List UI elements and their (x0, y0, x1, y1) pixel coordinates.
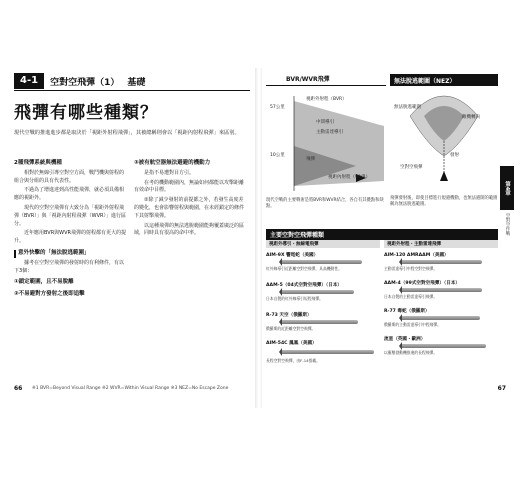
chapter-tab: 第4章 (500, 166, 514, 210)
paragraph: 在考的機動範圍內，無論如何都能以攻擊距離有效命中目標。 (134, 179, 245, 194)
missile-name: R-73 天空（俄羅斯） (266, 313, 312, 318)
range-label: 57公里 (270, 105, 285, 110)
header-rule (14, 90, 250, 91)
missile-name: AIM-9X 響尾蛇（美國） (266, 253, 319, 258)
chapter-header (14, 73, 250, 89)
bvr-caption: 現代空戰的主要戰術是將BVR和WVR結合，各自有其優點和缺點。 (266, 198, 384, 209)
missile-name: R-77 毒蛇（俄羅斯） (384, 309, 430, 314)
missile-name: AIM-120 AMRAAM（美國） (384, 253, 449, 258)
right-page (262, 68, 514, 408)
missile-figure (402, 260, 482, 264)
missile-figure (282, 290, 354, 294)
point-item: ②不易避對方發射之後即追擊 (14, 291, 85, 298)
missile-figure (402, 316, 480, 320)
aam-label: 空對空飛彈 (400, 165, 423, 170)
missile-name: 流星（英國・歐洲） (384, 337, 426, 342)
missile-desc: 日本自製的主動雷達導引飛彈。 (384, 294, 438, 299)
bvr-wvr-diagram (266, 74, 386, 194)
range-label: 10公里 (270, 153, 285, 158)
missile-desc: 俄羅斯的近距離空對空飛彈。 (266, 326, 316, 331)
missile-name: AIM-54C 鳳凰（美國） (266, 341, 317, 346)
missile-name: AAM-5（04式空對空飛彈）（日本） (266, 283, 343, 288)
missile-desc: 主動雷達導引中程空對空飛彈。 (384, 266, 438, 271)
bvr-title: BVR/WVR飛彈 (266, 74, 386, 86)
missile-column-header: 視距外導引・無線電飛彈 (266, 240, 380, 248)
headline: 飛彈有哪些種類？ (14, 103, 158, 123)
midcourse-label: 中間導引 (316, 120, 334, 125)
section-heading: 2種飛彈系統與機種 (14, 160, 62, 166)
paragraph: 以這種飛彈的無法逃脫範圍能夠覆蓋廣泛的區域，同時具有很高的命中率。 (134, 222, 245, 237)
missile-figure (282, 320, 358, 324)
missile-label: 飛彈 (306, 157, 315, 162)
nez-label: 無法脫逃範圍 (394, 105, 421, 110)
chapter-tab-subtitle: 空對空作戰 (505, 213, 510, 236)
active-radar-label: 主動雷達導引 (316, 130, 343, 135)
chapter-subtitle: 基礎 (127, 77, 146, 88)
nez-diagram-svg (390, 86, 498, 196)
missile-column-header: 視距外射程・主動雷達飛彈 (384, 240, 498, 248)
nez-caption: 飛彈發射後，即使目標進行規避機動，也無法避開的範圍稱為無法脫逃範圍。 (390, 196, 498, 207)
lead-paragraph: 現代空戰的推進進步都是取決於「視距外射程飛彈」，其被總稱則會以「視距內射程飛彈」來區別。 (14, 130, 240, 136)
turn-label: 敵機轉向 (462, 115, 480, 120)
missile-desc: 紅外線導引近距離空對空飛彈，具高機動性。 (266, 266, 342, 271)
missile-desc: 長程空對空飛彈，由F-14搭載。 (266, 358, 320, 363)
missile-figure (402, 344, 486, 348)
missile-figure (282, 350, 374, 354)
bvr-label: 視距外射程（BVR） (306, 97, 347, 102)
missile-desc: 以衝壓發動機推進的長程飛彈。 (384, 350, 438, 355)
missile-desc: 俄羅斯的主動雷達導引中程飛彈。 (384, 322, 441, 327)
text-column-2 (134, 156, 248, 240)
paragraph: 是指不易遭對目方引。 (144, 169, 195, 176)
nez-title: 無法脫逃範圍（NEZ） (390, 74, 498, 86)
missile-figure (282, 260, 362, 264)
paragraph: 不過為了增進達到高性能飛彈，就必須具備相應的視距外。 (14, 187, 125, 202)
page-number-left: 66 (14, 385, 23, 392)
text-column-1 (14, 156, 128, 301)
paragraph: 據考在空對空飛彈的發射時的有利條件，有以下3個： (14, 259, 125, 274)
launch-label: 發射 (450, 153, 459, 158)
chapter-number: 4-1 (14, 73, 44, 89)
footnote: ※1 BVR=Beyond Visual Range ※2 WVR=Within Visual Range ※3 NEZ=No Escape Zone (32, 386, 229, 391)
paragraph: 相對於無線引導空對空方面，戰鬥機與射程的組合與分組的具有代表性。 (14, 169, 125, 184)
point-item: ①鎖定範圍，且不易脫離 (14, 279, 74, 286)
section-heading: ③被有航空器無法避避的機動力 (134, 160, 211, 166)
missile-desc: 日本自製的紅外線導引短程飛彈。 (266, 296, 323, 301)
jet-icon (440, 171, 448, 181)
missile-table-title: 主要空對空飛彈種類 (266, 229, 498, 240)
page-number-right: 67 (497, 385, 506, 392)
missile-name: AAM-4（99式空對空飛彈）（日本） (384, 281, 461, 286)
wvr-label: 視距內射程（WVR） (328, 175, 371, 180)
paragraph: 現代的空對空飛彈有大致分為「視距外射程飛彈（BVR）」與「視距內射程飛彈（WVR）」進行區分。 (14, 204, 127, 227)
section-heading: 意外快擊的「無法脫逃範圍」 (14, 250, 128, 258)
paragraph: 近年應用BVR與WVR飛彈的射程都有更大的提升。 (14, 230, 127, 245)
paragraph: ②除了減少發射的前提都之外，若發生高度差的變化，也會影響射程與範圍，在未經鎖定的條件下其射擊飛彈。 (134, 197, 245, 219)
left-page (6, 68, 256, 408)
missile-figure (402, 288, 482, 292)
chapter-title: 空對空飛彈（1） (50, 77, 120, 88)
